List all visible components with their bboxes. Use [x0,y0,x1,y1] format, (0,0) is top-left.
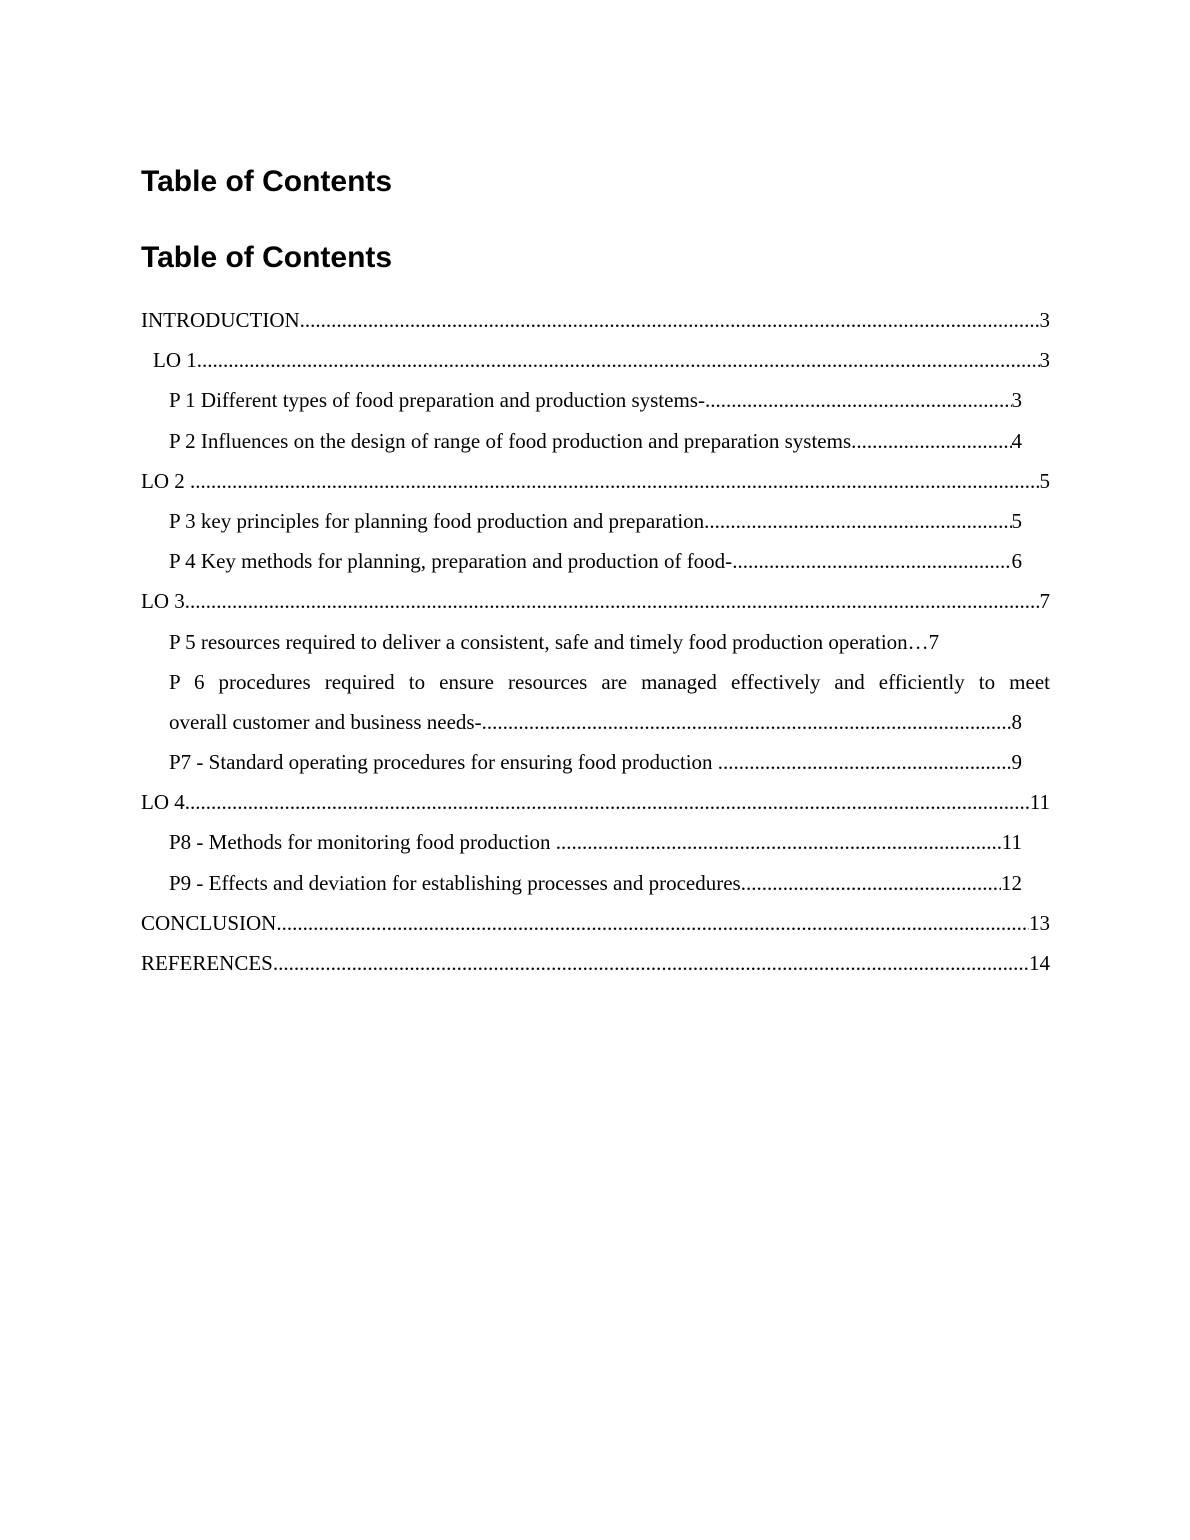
toc-leader-dots [851,421,1011,461]
toc-entry-title: P 2 Influences on the design of range of food production and preparation systems [169,428,852,453]
toc-entry-title: LO 1 [153,348,197,373]
toc-leader-dots [185,581,1040,621]
toc-leader-dots [718,742,1012,782]
toc-page-number: 3 [1011,388,1022,413]
toc-page-number: 5 [1039,468,1050,493]
toc-entry-p8[interactable] [141,822,1022,862]
toc-entry-title: P 1 Different types of food preparation and production systems- [169,388,705,413]
toc-heading: Table of Contents [141,241,393,274]
toc-entry-title-line1: P 6 procedures required to ensure resources are managed effectively and efficiently to meet [169,669,1050,694]
toc-leader-ellipsis [908,622,929,662]
toc-leader-dots [190,461,1040,501]
toc-leader-dots [185,782,1030,822]
toc-entry-conclusion[interactable] [141,903,1050,943]
table-of-contents [141,300,1050,983]
toc-entry-title: P 4 Key methods for planning, preparation and production of food- [169,549,733,574]
toc-entry-p6[interactable] [141,662,1050,742]
toc-page-number: 5 [1011,508,1022,533]
toc-page-number: 6 [1011,549,1022,574]
toc-entry-lo1[interactable] [141,340,1050,380]
toc-entry-title: INTRODUCTION [141,308,300,332]
toc-entry-p5[interactable] [141,622,1022,662]
toc-page-number: 3 [1039,348,1050,373]
toc-page-number: 4 [1011,428,1022,453]
toc-entry-title: LO 4 [141,790,185,815]
toc-entry-p9[interactable] [141,863,1022,903]
toc-page-number: 7 [1039,589,1050,614]
toc-entry-title: P 5 resources required to deliver a consistent, safe and timely food production operation [169,629,908,654]
toc-entry-lo2[interactable] [141,461,1050,501]
toc-page-number: 11 [1029,790,1050,815]
toc-entry-title: REFERENCES [141,951,273,975]
toc-leader-dots [482,702,1012,742]
toc-leader-dots [556,822,1002,862]
toc-entry-title: LO 3 [141,589,185,614]
toc-page-number: 11 [1001,830,1022,855]
toc-entry-title: P 3 key principles for planning food production and preparation [169,508,705,533]
toc-entry-title: P7 - Standard operating procedures for ensuring food production [169,750,718,775]
toc-leader-dots [300,300,1040,340]
toc-entry-lo3[interactable] [141,581,1050,621]
toc-entry-p4[interactable] [141,541,1022,581]
toc-page-number: 13 [1029,910,1050,935]
toc-leader-dots [273,943,1029,983]
toc-leader-dots [705,380,1012,420]
toc-leader-dots [197,340,1040,380]
toc-entry-title: P9 - Effects and deviation for establishing processes and procedures [169,870,741,895]
toc-entry-title-line2-row [169,702,1022,742]
toc-entry-title-line2: overall customer and business needs- [169,709,482,734]
toc-page-number: 3 [1039,308,1050,332]
toc-page-number: 9 [1011,750,1022,775]
toc-leader-dots [704,501,1011,541]
toc-entry-title: LO 2 [141,468,190,493]
toc-entry-p7[interactable] [141,742,1022,782]
toc-page-number: 12 [1001,870,1022,895]
toc-page-number: 8 [1011,709,1022,734]
toc-page-number: 7 [928,629,940,654]
toc-entry-title: CONCLUSION [141,910,277,935]
toc-leader-dots [276,903,1029,943]
toc-leader-dots [741,863,1001,903]
toc-page-number: 14 [1029,951,1050,975]
toc-entry-p3[interactable] [141,501,1022,541]
toc-entry-lo4[interactable] [141,782,1050,822]
toc-entry-p2[interactable] [141,421,1022,461]
toc-leader-dots [732,541,1011,581]
toc-entry-p1[interactable] [141,380,1022,420]
toc-entry-title: P8 - Methods for monitoring food production [169,830,556,855]
toc-entry-references[interactable] [141,943,1050,983]
toc-heading: Table of Contents [141,165,393,198]
toc-entry-introduction[interactable] [141,300,1050,340]
